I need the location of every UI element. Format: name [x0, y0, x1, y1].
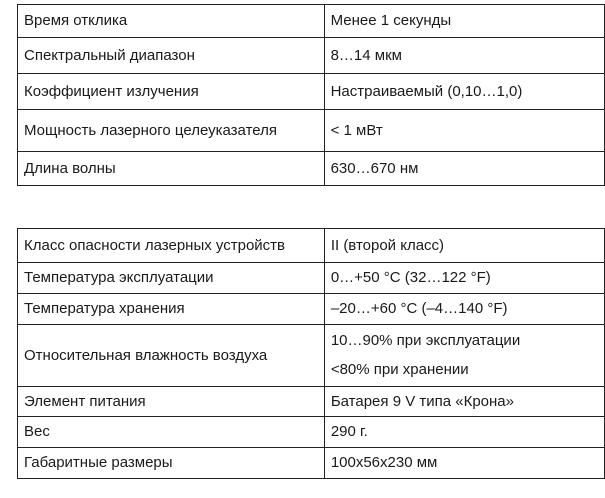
row-value-multiline — [324, 325, 604, 387]
row-value: 8…14 мкм — [324, 38, 604, 74]
table-row — [18, 325, 605, 387]
table-row — [18, 110, 605, 152]
table-row — [18, 448, 605, 479]
row-value: 0…+50 °C (32…122 °F) — [324, 263, 604, 294]
row-value: II (второй класс) — [324, 229, 604, 263]
value-line: 10…90% при эксплуатации — [330, 332, 521, 349]
table-row — [18, 5, 605, 38]
row-label: Элемент питания — [18, 387, 325, 417]
row-label: Длина волны — [18, 152, 325, 186]
row-label: Спектральный диапазон — [18, 38, 325, 74]
value-line: <80% при хранении — [330, 361, 469, 378]
row-value: 630…670 нм — [324, 152, 604, 186]
table-row — [18, 417, 605, 448]
row-label: Класс опасности лазерных устройств — [18, 229, 325, 263]
row-label: Время отклика — [18, 5, 325, 38]
row-label: Температура хранения — [18, 294, 325, 325]
table-row — [18, 74, 605, 110]
row-label: Вес — [18, 417, 325, 448]
row-label: Относительная влажность воздуха — [18, 325, 325, 387]
specs-table-operating — [17, 228, 605, 479]
row-value: 100x56x230 мм — [324, 448, 604, 479]
row-label: Мощность лазерного целеуказателя — [18, 110, 325, 152]
row-value: Батарея 9 V типа «Крона» — [324, 387, 604, 417]
table-row — [18, 294, 605, 325]
row-value: –20…+60 °C (–4…140 °F) — [324, 294, 604, 325]
table-row — [18, 38, 605, 74]
row-value: Настраиваемый (0,10…1,0) — [324, 74, 604, 110]
row-label: Коэффициент излучения — [18, 74, 325, 110]
row-value: < 1 мВт — [324, 110, 604, 152]
table-row — [18, 152, 605, 186]
table-row — [18, 229, 605, 263]
row-label: Габаритные размеры — [18, 448, 325, 479]
table-row — [18, 387, 605, 417]
table-row — [18, 263, 605, 294]
specs-table-optical — [17, 4, 605, 186]
row-label: Температура эксплуатации — [18, 263, 325, 294]
row-value: 290 г. — [324, 417, 604, 448]
row-value: Менее 1 секунды — [324, 5, 604, 38]
